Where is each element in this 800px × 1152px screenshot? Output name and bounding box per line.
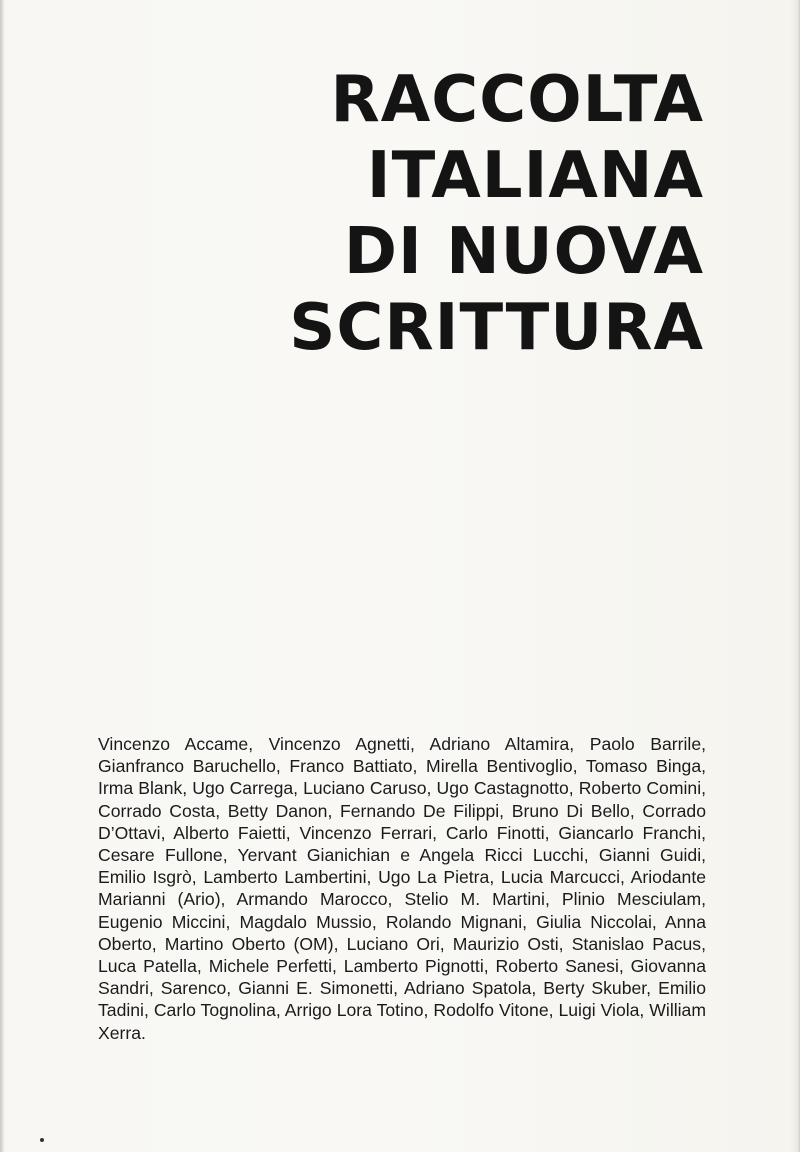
author-list: Vincenzo Accame, Vincenzo Agnetti, Adriano Altamira, Paolo Barrile, Gianfranco Baruchello, Franco Battiato, Mirella Bentivoglio, Tomaso Binga, Irma Blank, Ugo Carrega, Luciano Caruso, Ugo Castagnotto, Roberto Comini, Corrado Costa, Betty Danon, Fernando De Filippi, Bruno Di Bello, Corrado D’Ottavi, Alberto Faietti, Vincenzo Ferrari, Carlo Finotti, Giancarlo Franchi, Cesare Fullone, Yervant Gianichian e Angela Ricci Lucchi, Gianni Guidi, Emilio Isgrò, Lamberto Lambertini, Ugo La Pietra, Lucia Marcucci, Ariodante Marianni (Ario), Armando Marocco, Stelio M. Martini, Plinio Mesciulam, Eugenio Miccini, Magdalo Mussio, Rolando Mignani, Giulia Niccolai, Anna Oberto, Martino Oberto (OM), Luciano Ori, Maurizio Osti, Stanislao Pacus, Luca Patella, Michele Perfetti, Lamberto Pignotti, Roberto Sanesi, Giovanna Sandri, Sarenco, Gianni E. Simonetti, Adriano Spatola, Berty Skuber, Emilio Tadini, Carlo Tognolina, Arrigo Lora Totino, Rodolfo Vitone, Luigi Viola, William Xerra. — [98, 734, 706, 1043]
paper-speck — [40, 1138, 44, 1142]
cover-title — [264, 62, 704, 366]
cover-left-edge — [0, 0, 4, 1152]
title-line-4: SCRITTURA — [289, 291, 704, 365]
title-line-3: DI NUOVA — [343, 215, 704, 289]
title-line-1: RACCOLTA — [330, 63, 704, 137]
title-line-2: ITALIANA — [366, 139, 704, 213]
